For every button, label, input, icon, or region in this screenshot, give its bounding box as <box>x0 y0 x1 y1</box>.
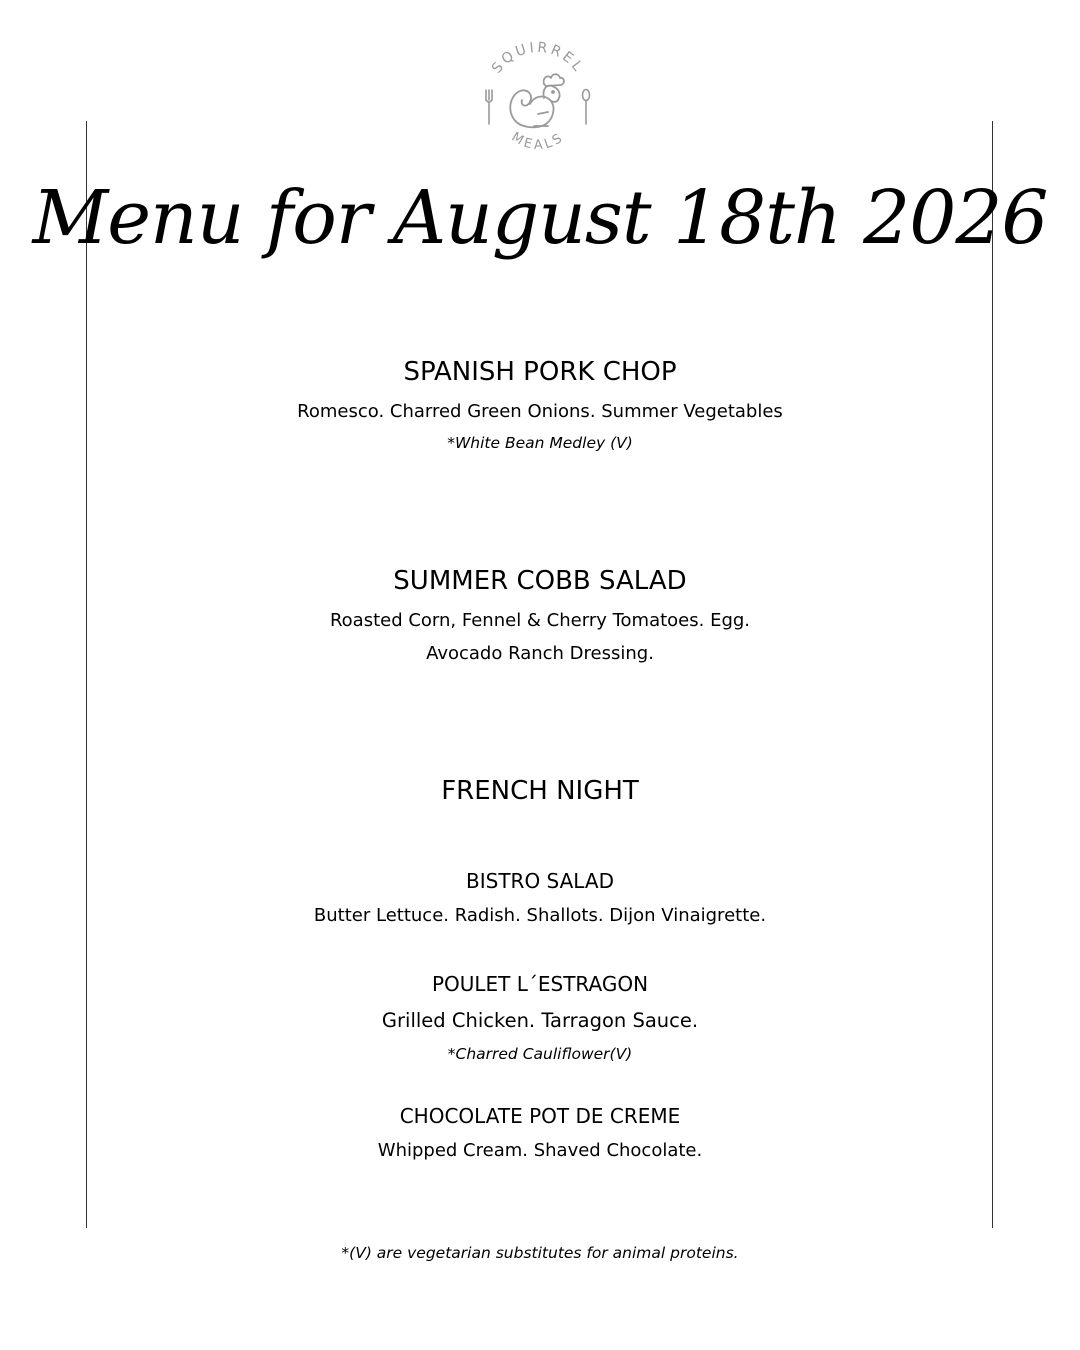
dish-title-summer-cobb-salad: SUMMER COBB SALAD <box>393 566 687 596</box>
logo-top-text: SQUIRREL <box>488 39 588 77</box>
logo-bottom-text: MEALS <box>508 129 568 154</box>
dish-description: Avocado Ranch Dressing. <box>426 643 654 664</box>
spoon-icon <box>583 90 590 125</box>
course-description: Grilled Chicken. Tarragon Sauce. <box>381 1009 699 1032</box>
vegetarian-substitute-note: *White Bean Medley (V) <box>447 434 633 452</box>
dish-title-spanish-pork-chop: SPANISH PORK CHOP <box>403 357 677 387</box>
dish-description: Roasted Corn, Fennel & Cherry Tomatoes. Egg. <box>329 610 751 631</box>
course-title-chocolate-pot-de-creme: CHOCOLATE POT DE CREME <box>399 1104 681 1128</box>
squirrel-chef-icon <box>510 74 564 127</box>
course-description: Butter Lettuce. Radish. Shallots. Dijon Vinaigrette. <box>313 905 767 926</box>
dish-description: Romesco. Charred Green Onions. Summer Vegetables <box>297 401 783 422</box>
course-title-poulet-lestragon: POULET L´ESTRAGON <box>431 972 649 996</box>
course-description: Whipped Cream. Shaved Chocolate. <box>377 1140 703 1161</box>
menu-title: Menu for August 18th 2026 <box>32 175 1048 261</box>
vegetarian-substitute-note: *Charred Cauliflower(V) <box>447 1045 633 1063</box>
section-title-french-night: FRENCH NIGHT <box>441 776 639 806</box>
fork-icon <box>486 90 492 124</box>
vegetarian-footnote: *(V) are vegetarian substitutes for animal proteins. <box>341 1244 739 1262</box>
squirrel-meals-logo <box>478 38 598 160</box>
svg-text:MEALS <box>509 130 568 153</box>
course-title-bistro-salad: BISTRO SALAD <box>466 869 614 893</box>
svg-text:SQUIRREL <box>489 40 587 77</box>
